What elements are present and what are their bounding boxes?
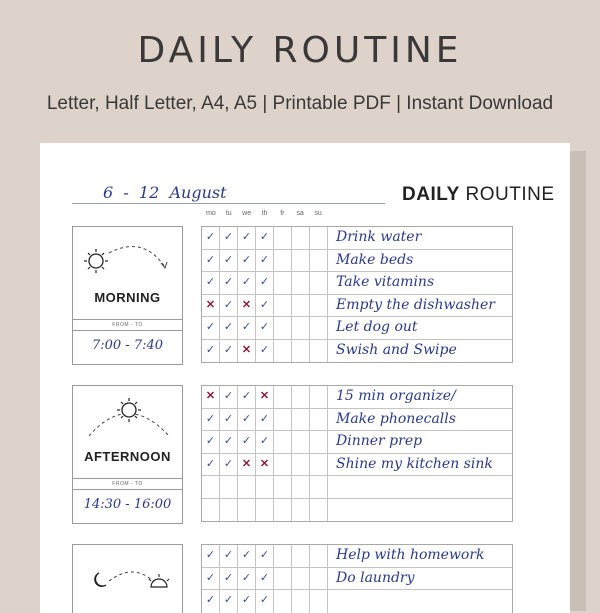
task-text: 15 min organize/ <box>336 388 456 404</box>
weekday-mo: mo <box>206 210 216 217</box>
day-checkbox[interactable]: ✓ <box>256 431 274 453</box>
day-checkbox[interactable]: ✓ <box>238 317 256 339</box>
task-row <box>202 295 512 318</box>
day-checkbox[interactable] <box>310 431 328 453</box>
day-checkbox[interactable] <box>310 272 328 294</box>
day-checkbox[interactable] <box>292 454 310 476</box>
divider <box>73 489 182 490</box>
day-checkbox[interactable]: ✓ <box>202 409 220 431</box>
header-subtitle: Letter, Half Letter, A4, A5 | Printable PDF | Instant Download <box>46 93 554 114</box>
task-text: Help with homework <box>336 547 485 563</box>
day-checkbox[interactable]: ✕ <box>238 454 256 476</box>
evening-card <box>72 544 183 613</box>
day-checkbox[interactable]: ✓ <box>256 250 274 272</box>
task-row <box>202 476 512 499</box>
task-row <box>202 499 512 522</box>
day-checkbox[interactable] <box>274 317 292 339</box>
task-text: Swish and Swipe <box>336 341 457 358</box>
day-checkbox[interactable] <box>310 409 328 431</box>
day-checkbox[interactable]: ✓ <box>220 272 238 294</box>
planner-page <box>40 143 570 613</box>
day-checkbox[interactable] <box>292 250 310 272</box>
day-checkbox[interactable]: ✕ <box>256 386 274 408</box>
day-checkbox[interactable] <box>310 499 328 522</box>
day-checkbox[interactable]: ✓ <box>202 272 220 294</box>
day-checkbox[interactable] <box>310 545 328 567</box>
day-checkbox[interactable] <box>292 227 310 249</box>
task-text: Make beds <box>336 251 414 268</box>
day-checkbox[interactable] <box>220 476 238 498</box>
day-checkbox[interactable] <box>274 545 292 567</box>
day-checkbox[interactable]: ✓ <box>256 409 274 431</box>
sun-arc-icon <box>73 386 184 446</box>
morning-card <box>72 226 183 365</box>
weekday-su: su <box>314 210 322 217</box>
day-checkbox[interactable] <box>274 409 292 431</box>
day-checkbox[interactable] <box>310 340 328 363</box>
day-checkbox[interactable]: ✕ <box>238 295 256 317</box>
day-checkbox[interactable]: ✓ <box>202 590 220 613</box>
day-checkbox[interactable]: ✓ <box>220 431 238 453</box>
weekday-we: we <box>242 210 252 217</box>
day-checkbox[interactable] <box>310 250 328 272</box>
day-checkbox[interactable] <box>274 340 292 363</box>
day-checkbox[interactable] <box>310 454 328 476</box>
day-checkbox[interactable] <box>292 568 310 590</box>
day-checkbox[interactable] <box>310 590 328 613</box>
day-checkbox[interactable]: ✓ <box>220 409 238 431</box>
task-row <box>202 568 512 591</box>
day-checkbox[interactable]: ✓ <box>202 340 220 363</box>
day-checkbox[interactable]: ✓ <box>220 454 238 476</box>
day-checkbox[interactable] <box>310 317 328 339</box>
day-checkbox[interactable]: ✓ <box>256 568 274 590</box>
divider <box>73 319 182 320</box>
day-checkbox[interactable]: ✓ <box>256 295 274 317</box>
weekday-sa: sa <box>296 210 304 217</box>
day-checkbox[interactable] <box>274 454 292 476</box>
brand-bold: DAILY <box>402 184 460 205</box>
day-checkbox[interactable] <box>310 386 328 408</box>
day-checkbox[interactable] <box>292 295 310 317</box>
day-checkbox[interactable] <box>310 476 328 498</box>
day-checkbox[interactable]: ✓ <box>202 568 220 590</box>
task-row <box>202 227 512 250</box>
task-text: Take vitamins <box>336 274 435 290</box>
task-text: Do laundry <box>336 569 415 586</box>
task-row <box>202 431 512 454</box>
task-row <box>202 545 512 568</box>
section-time: 14:30 - 16:00 <box>83 497 172 512</box>
day-checkbox[interactable]: ✓ <box>238 386 256 408</box>
evening-task-grid <box>201 544 513 613</box>
day-checkbox[interactable] <box>202 476 220 498</box>
morning-task-grid <box>201 226 513 363</box>
task-row <box>202 272 512 295</box>
day-checkbox[interactable] <box>292 272 310 294</box>
divider <box>73 478 182 479</box>
section-time: 7:00 - 7:40 <box>91 338 164 353</box>
divider <box>73 330 182 331</box>
task-row <box>202 340 512 363</box>
week-underline <box>72 203 385 204</box>
day-checkbox[interactable] <box>256 499 274 522</box>
day-checkbox[interactable] <box>274 386 292 408</box>
task-row <box>202 590 512 613</box>
day-checkbox[interactable]: ✓ <box>202 227 220 249</box>
weekday-th: th <box>261 210 268 217</box>
day-checkbox[interactable]: ✕ <box>202 295 220 317</box>
task-text: Let dog out <box>336 319 418 335</box>
moon-sun-icon <box>73 545 184 605</box>
weekday-fr: fr <box>280 210 285 217</box>
task-row <box>202 250 512 273</box>
day-checkbox[interactable]: ✓ <box>202 545 220 567</box>
day-checkbox[interactable]: ✓ <box>238 272 256 294</box>
day-checkbox[interactable] <box>310 295 328 317</box>
day-checkbox[interactable]: ✓ <box>238 250 256 272</box>
day-checkbox[interactable] <box>310 227 328 249</box>
day-checkbox[interactable]: ✓ <box>202 317 220 339</box>
day-checkbox[interactable] <box>220 499 238 522</box>
day-checkbox[interactable] <box>256 476 274 498</box>
day-checkbox[interactable]: ✓ <box>220 568 238 590</box>
day-checkbox[interactable]: ✓ <box>220 590 238 613</box>
day-checkbox[interactable]: ✓ <box>238 545 256 567</box>
from-to-label: FROM - TO <box>112 322 143 328</box>
task-text: Make phonecalls <box>336 410 456 427</box>
afternoon-task-grid <box>201 385 513 522</box>
day-checkbox[interactable] <box>292 317 310 339</box>
day-checkbox[interactable] <box>238 499 256 522</box>
day-checkbox[interactable] <box>274 431 292 453</box>
day-checkbox[interactable] <box>292 340 310 363</box>
day-checkbox[interactable] <box>274 476 292 498</box>
day-checkbox[interactable] <box>274 499 292 522</box>
day-checkbox[interactable] <box>274 568 292 590</box>
day-checkbox[interactable] <box>238 476 256 498</box>
sun-rise-icon <box>73 227 184 287</box>
day-checkbox[interactable]: ✓ <box>256 272 274 294</box>
task-text: Dinner prep <box>336 433 423 449</box>
day-checkbox[interactable] <box>292 499 310 522</box>
day-checkbox[interactable]: ✓ <box>256 340 274 363</box>
day-checkbox[interactable] <box>274 590 292 613</box>
day-checkbox[interactable]: ✓ <box>238 590 256 613</box>
task-row <box>202 454 512 477</box>
day-checkbox[interactable]: ✓ <box>238 409 256 431</box>
day-checkbox[interactable] <box>292 386 310 408</box>
day-checkbox[interactable] <box>292 431 310 453</box>
afternoon-card <box>72 385 183 524</box>
day-checkbox[interactable]: ✓ <box>256 227 274 249</box>
day-checkbox[interactable]: ✓ <box>238 227 256 249</box>
week-range: 6 - 12 August <box>103 183 227 202</box>
day-checkbox[interactable] <box>274 250 292 272</box>
day-checkbox[interactable]: ✕ <box>238 340 256 363</box>
day-checkbox[interactable] <box>292 476 310 498</box>
task-text: Drink water <box>336 229 422 245</box>
task-row <box>202 386 512 409</box>
day-checkbox[interactable]: ✓ <box>256 590 274 613</box>
weekday-header <box>202 210 327 217</box>
day-checkbox[interactable] <box>292 590 310 613</box>
day-checkbox[interactable]: ✓ <box>202 250 220 272</box>
day-checkbox[interactable] <box>292 409 310 431</box>
day-checkbox[interactable] <box>274 272 292 294</box>
day-checkbox[interactable] <box>292 545 310 567</box>
day-checkbox[interactable]: ✓ <box>238 568 256 590</box>
section-label: AFTERNOON <box>84 449 171 464</box>
task-row <box>202 409 512 432</box>
task-row <box>202 317 512 340</box>
day-checkbox[interactable] <box>310 568 328 590</box>
header-title: DAILY ROUTINE <box>137 30 463 71</box>
day-checkbox[interactable]: ✓ <box>220 227 238 249</box>
day-checkbox[interactable]: ✓ <box>220 545 238 567</box>
from-to-label: FROM - TO <box>112 481 143 487</box>
planner-brand <box>402 184 555 206</box>
day-checkbox[interactable] <box>202 499 220 522</box>
day-checkbox[interactable] <box>274 295 292 317</box>
brand-light: ROUTINE <box>465 184 555 205</box>
day-checkbox[interactable]: ✓ <box>202 454 220 476</box>
task-text: Shine my kitchen sink <box>336 455 493 472</box>
section-label: MORNING <box>94 290 161 305</box>
day-checkbox[interactable]: ✓ <box>256 545 274 567</box>
day-checkbox[interactable]: ✕ <box>202 386 220 408</box>
day-checkbox[interactable]: ✓ <box>220 295 238 317</box>
task-text: Empty the dishwasher <box>336 296 495 313</box>
day-checkbox[interactable]: ✓ <box>256 317 274 339</box>
day-checkbox[interactable]: ✓ <box>220 386 238 408</box>
weekday-tu: tu <box>225 210 232 217</box>
day-checkbox[interactable]: ✓ <box>220 250 238 272</box>
day-checkbox[interactable]: ✓ <box>202 431 220 453</box>
day-checkbox[interactable]: ✓ <box>220 340 238 363</box>
day-checkbox[interactable]: ✓ <box>238 431 256 453</box>
day-checkbox[interactable]: ✓ <box>220 317 238 339</box>
day-checkbox[interactable] <box>274 227 292 249</box>
day-checkbox[interactable]: ✕ <box>256 454 274 476</box>
